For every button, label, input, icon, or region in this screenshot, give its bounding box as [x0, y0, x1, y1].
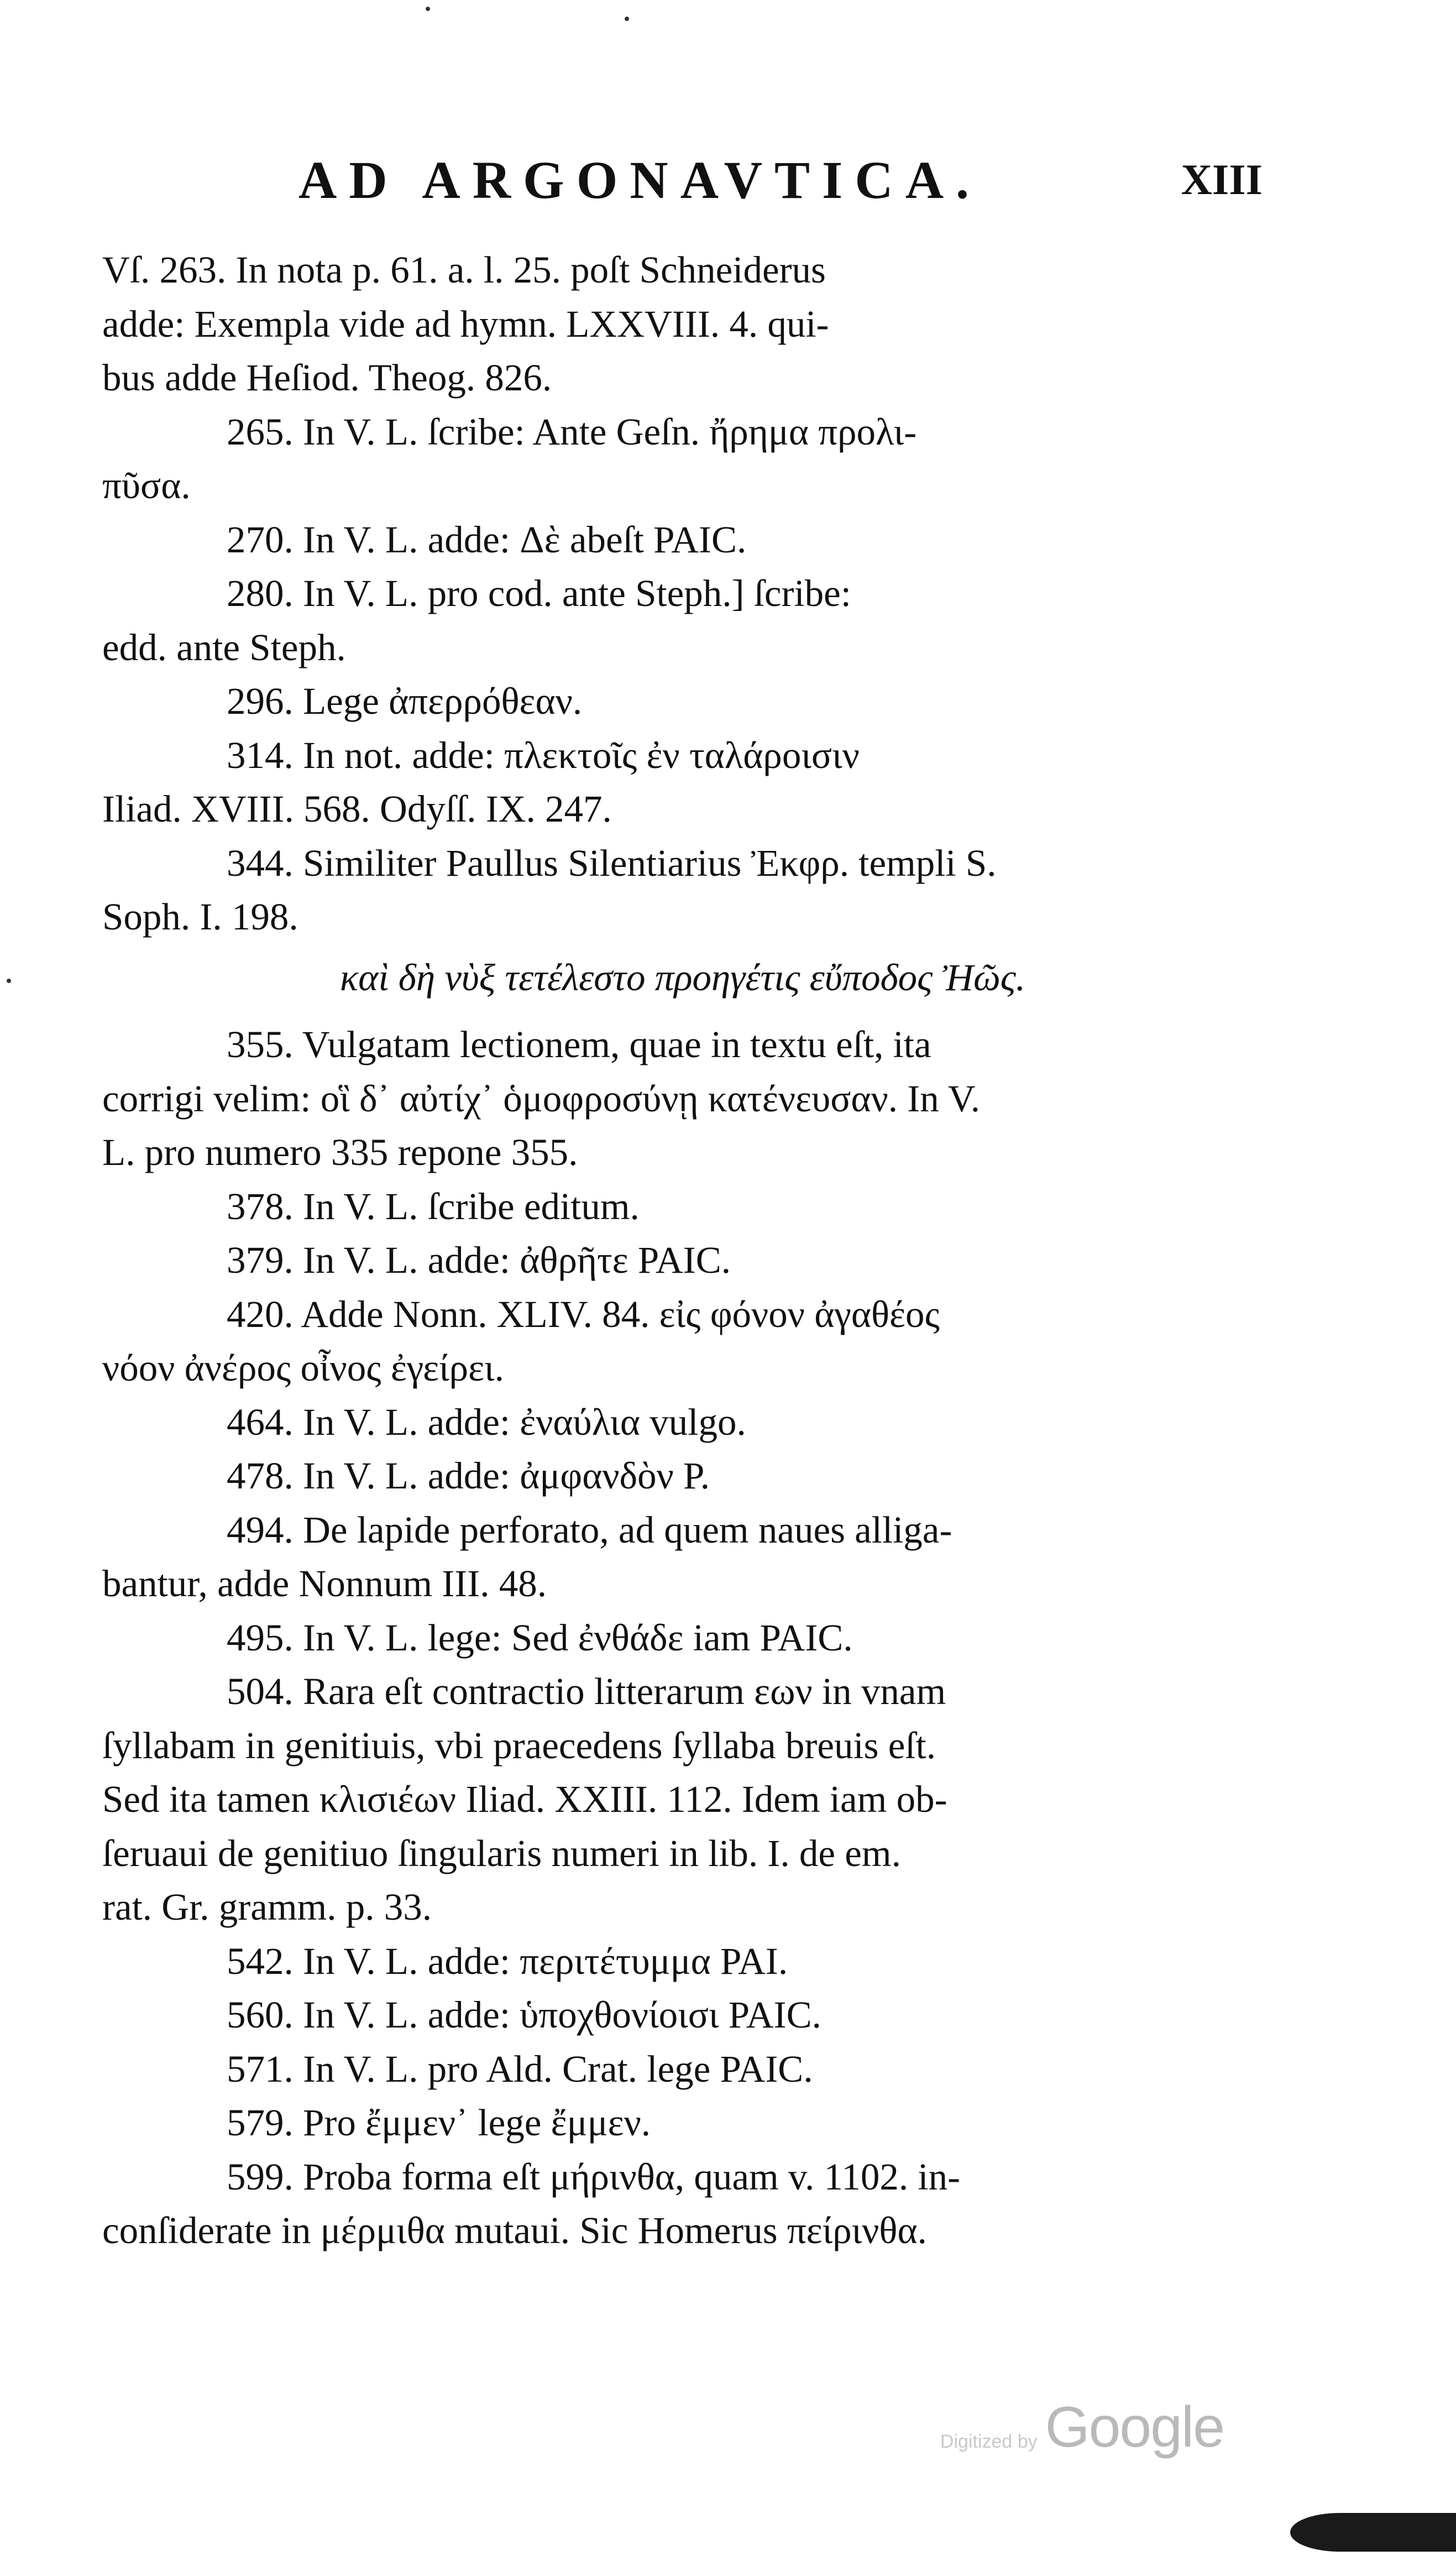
text-line: bantur, adde Nonnum III. 48.: [102, 1563, 547, 1605]
text-line: 420. Adde Nonn. XLIV. 84. εἰς φόνον ἀγαθέος: [227, 1293, 940, 1335]
text-line: 571. In V. L. pro Ald. Crat. lege PAIC.: [227, 2047, 813, 2090]
text-line: 314. In not. adde: πλεκτοῖς ἐν ταλάροισιν: [227, 734, 860, 776]
text-line: adde: Exempla vide ad hymn. LXXVIII. 4. qui-: [102, 302, 829, 345]
text-line: Iliad. XVIII. 568. Odyſſ. IX. 247.: [102, 788, 612, 830]
text-line: rat. Gr. gramm. p. 33.: [102, 1886, 432, 1928]
text-line: Vſ. 263. In nota p. 61. a. l. 25. poſt Schneiderus: [102, 249, 826, 291]
text-line: 504. Rara eſt contractio litterarum εων in vnam: [227, 1670, 946, 1712]
text-line: πῦσα.: [102, 464, 191, 506]
text-line: bus adde Heſiod. Theog. 826.: [102, 357, 552, 399]
notes-body: [102, 243, 1280, 2258]
ink-speck: [625, 17, 629, 21]
text-line: 270. In V. L. adde: Δὲ abeſt PAIC.: [227, 518, 747, 561]
text-line: 296. Lege ἀπερρόθεαν.: [227, 680, 583, 722]
text-line: 494. De lapide perforato, ad quem naues alliga-: [227, 1508, 952, 1551]
text-line: conſiderate in μέρμιθα mutaui. Sic Homerus πείρινθα.: [102, 2209, 927, 2251]
text-line: 542. In V. L. adde: περιτέτυμμα PAI.: [227, 1940, 788, 1982]
text-line: 560. In V. L. adde: ὑποχθονίοισι PAIC.: [227, 1994, 821, 2036]
text-line: ſyllabam in genitiuis, vbi praecedens ſyllaba breuis eſt.: [102, 1724, 936, 1767]
ink-speck: [7, 979, 11, 983]
text-line: edd. ante Steph.: [102, 626, 346, 668]
text-line: L. pro numero 335 repone 355.: [102, 1131, 578, 1173]
text-line: ſeruaui de genitiuo ſingularis numeri in lib. I. de em.: [102, 1832, 901, 1874]
text-line: 344. Similiter Paullus Silentiarius Ἐκφρ. templi S.: [227, 842, 997, 884]
text-line: 579. Pro ἔμμεν᾽ lege ἔμμεν.: [227, 2102, 651, 2144]
text-line: 478. In V. L. adde: ἀμφανδὸν P.: [227, 1455, 710, 1497]
text-line: νόον ἀνέρος οἶνος ἐγείρει.: [102, 1347, 504, 1389]
text-line: 378. In V. L. ſcribe editum.: [227, 1185, 640, 1227]
text-line: Sed ita tamen κλισιέων Iliad. XXIII. 112. Idem iam ob-: [102, 1778, 947, 1820]
text-line: 280. In V. L. pro cod. ante Steph.] ſcribe:: [227, 572, 851, 614]
google-logo: Google: [1045, 2395, 1224, 2459]
page-edge-smudge: [1290, 2513, 1456, 2552]
text-line: 495. In V. L. lege: Sed ἐνθάδε iam PAIC.: [227, 1616, 853, 1659]
text-line: 355. Vulgatam lectionem, quae in textu eſt, ita: [227, 1023, 931, 1065]
digitized-watermark: [940, 2395, 1224, 2460]
text-line: 379. In V. L. adde: ἀθρῆτε PAIC.: [227, 1239, 731, 1281]
text-line: 464. In V. L. adde: ἐναύλια vulgo.: [227, 1401, 746, 1443]
text-line: Soph. I. 198.: [102, 896, 298, 938]
ink-speck: [426, 7, 430, 11]
text-line: 265. In V. L. ſcribe: Ante Geſn. ἤρημα προλι-: [227, 410, 917, 453]
watermark-caption: Digitized by: [940, 2431, 1038, 2452]
running-title: AD ARGONAVTICA.: [298, 150, 982, 210]
text-line: 599. Proba forma eſt μήρινθα, quam v. 1102. in-: [227, 2155, 961, 2198]
page-header: [0, 149, 1456, 216]
page-number: XIII: [1181, 155, 1263, 203]
text-line: corrigi velim: οἳ δ᾽ αὐτίχ᾽ ὁμοφροσύνῃ κατένευσαν. In V.: [102, 1077, 980, 1120]
greek-quotation-line: καὶ δὴ νὺξ τετέλεστο προηγέτις εὔποδος Ἠῶς.: [340, 956, 1025, 999]
